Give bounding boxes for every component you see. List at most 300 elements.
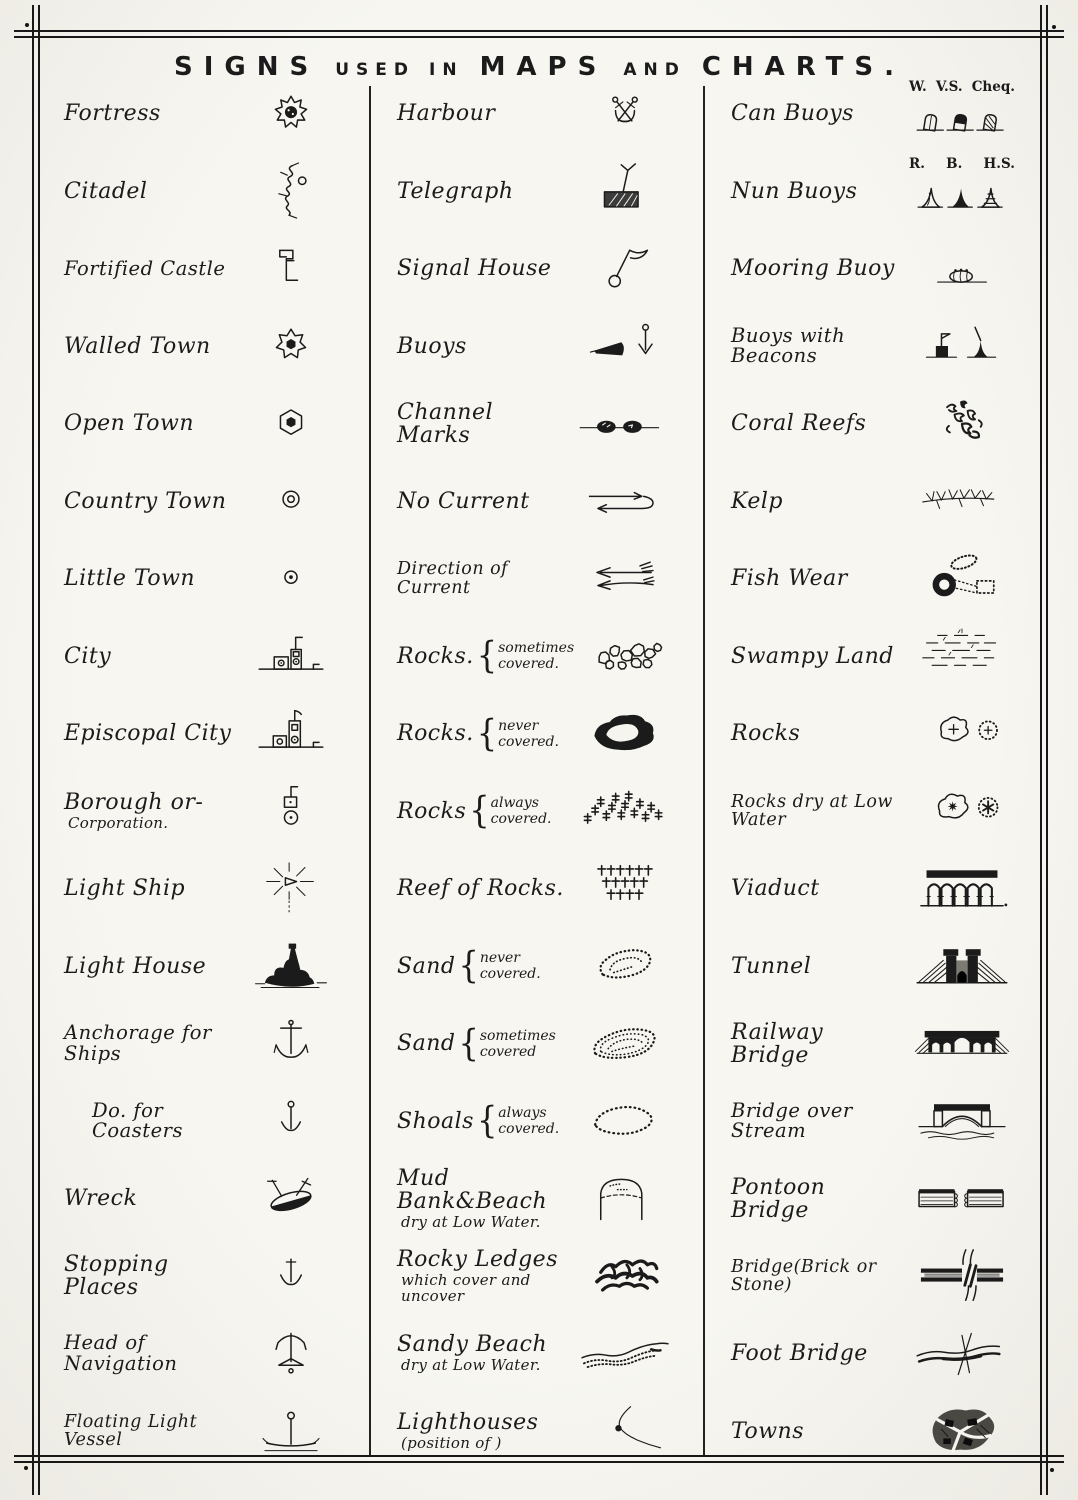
legend-row xyxy=(707,75,1038,153)
legend-row xyxy=(373,1315,701,1393)
symbol-cell xyxy=(235,858,347,920)
legend-label-text: Buoys xyxy=(397,333,467,359)
symbol-cell xyxy=(569,83,681,145)
symbol-cell xyxy=(906,780,1018,842)
symbol-cell xyxy=(569,548,681,610)
symbol-cell xyxy=(569,858,681,920)
legend-label xyxy=(40,1098,235,1143)
legend-label-text: Sand xyxy=(397,1031,456,1057)
head-of-navigation-icon xyxy=(235,1323,347,1385)
rocks-plan-icon xyxy=(906,703,1018,765)
legend-label xyxy=(707,412,906,435)
buoys-with-beacons-icon xyxy=(906,315,1018,377)
title-segment: IN xyxy=(429,60,464,80)
legend-row xyxy=(40,540,367,618)
sand-sometimes-covered-icon xyxy=(569,1013,681,1075)
anchorage-for-coasters-icon xyxy=(235,1090,347,1152)
legend-row xyxy=(373,385,701,463)
legend-label xyxy=(373,1333,569,1374)
legend-label xyxy=(373,490,569,513)
legend-label-text: Fish Wear xyxy=(731,566,848,592)
legend-row xyxy=(373,540,701,618)
column-divider-2 xyxy=(703,86,705,1455)
legend-column-3 xyxy=(707,75,1038,1470)
legend-row xyxy=(707,773,1038,851)
buoy-mark-label: H.S. xyxy=(983,156,1015,173)
symbol-cell xyxy=(906,1090,1018,1152)
pontoon-bridge-icon xyxy=(906,1168,1018,1230)
legend-label xyxy=(373,1248,569,1305)
brace-glyph: { xyxy=(476,1098,498,1143)
legend-label-text: Fortress xyxy=(64,101,161,127)
citadel-icon xyxy=(235,160,347,222)
legend-row xyxy=(40,928,367,1006)
tunnel-icon xyxy=(906,935,1018,997)
legend-label xyxy=(40,1023,235,1064)
swampy-land-icon xyxy=(906,625,1018,687)
brace-line-1: never xyxy=(479,950,521,967)
legend-row xyxy=(40,463,367,541)
reef-of-rocks-icon xyxy=(569,858,681,920)
viaduct-icon xyxy=(906,858,1018,920)
legend-label xyxy=(40,412,235,435)
symbol-cell xyxy=(569,1168,681,1230)
symbol-cell xyxy=(906,238,1018,300)
legend-row xyxy=(707,1083,1038,1161)
legend-label-text: Episcopal City xyxy=(64,721,232,747)
brace-line-2: covered. xyxy=(498,733,559,750)
legend-row xyxy=(373,618,701,696)
symbol-cell xyxy=(235,83,347,145)
legend-row xyxy=(40,1315,367,1393)
mud-bank-beach-icon xyxy=(569,1168,681,1230)
mooring-buoy-icon xyxy=(906,238,1018,300)
symbol-cell xyxy=(235,1323,347,1385)
legend-label-text: Nun Buoys xyxy=(731,178,858,204)
buoys-icon xyxy=(569,315,681,377)
buoy-mark-label: V.S. xyxy=(935,78,963,95)
legend-label xyxy=(373,335,569,358)
legend-label xyxy=(707,180,906,203)
little-town-icon xyxy=(235,548,347,610)
legend-label xyxy=(373,401,569,447)
legend-row xyxy=(40,1393,367,1471)
legend-label xyxy=(707,1098,906,1143)
fortified-castle-icon xyxy=(235,238,347,300)
brace-glyph: { xyxy=(476,633,498,678)
legend-row xyxy=(707,928,1038,1006)
legend-label-text: Harbour xyxy=(397,101,496,127)
symbol-cell xyxy=(906,703,1018,765)
legend-label-text: Light House xyxy=(64,953,207,979)
rocky-ledges-icon xyxy=(569,1245,681,1307)
legend-label xyxy=(40,955,235,978)
legend-row xyxy=(707,540,1038,618)
legend-row xyxy=(373,695,701,773)
legend-row xyxy=(707,153,1038,231)
legend-label xyxy=(707,567,906,590)
anchorage-for-ships-icon xyxy=(235,1013,347,1075)
rocks-never-covered-icon xyxy=(569,703,681,765)
legend-label xyxy=(373,1020,569,1065)
legend-row xyxy=(373,463,701,541)
legend-label xyxy=(373,710,569,755)
legend-row xyxy=(707,463,1038,541)
legend-row xyxy=(707,230,1038,308)
no-current-icon xyxy=(569,470,681,532)
legend-label xyxy=(707,1258,906,1295)
legend-label-text: Rocks. xyxy=(397,721,474,747)
symbol-cell xyxy=(569,315,681,377)
symbol-cell xyxy=(569,160,681,222)
legend-row xyxy=(707,385,1038,463)
symbol-cell xyxy=(906,1168,1018,1230)
can-buoys-icon xyxy=(906,87,1018,149)
legend-row xyxy=(373,153,701,231)
shoals-always-covered-icon xyxy=(569,1090,681,1152)
legend-row xyxy=(707,1160,1038,1238)
legend-row xyxy=(40,695,367,773)
symbol-cell xyxy=(906,858,1018,920)
legend-label xyxy=(707,1176,906,1222)
legend-label xyxy=(373,633,575,678)
legend-label-text: Buoys with Beacons xyxy=(731,323,846,368)
legend-label xyxy=(707,1342,906,1365)
symbol-cell xyxy=(235,315,347,377)
legend-row xyxy=(40,230,367,308)
legend-label xyxy=(40,490,235,513)
brace-line-2: covered. xyxy=(479,966,541,983)
title-segment: SIGNS xyxy=(173,52,320,82)
brace-glyph: { xyxy=(469,788,490,833)
walled-town-icon xyxy=(235,315,347,377)
light-house-icon xyxy=(235,935,347,997)
legend-label xyxy=(373,1411,569,1452)
open-town-icon xyxy=(235,393,347,455)
brace-glyph: { xyxy=(476,710,498,755)
legend-label xyxy=(40,1187,235,1210)
bridge-over-stream-icon xyxy=(906,1090,1018,1152)
legend-label xyxy=(373,943,569,988)
symbol-cell xyxy=(906,1400,1018,1462)
corner-dot xyxy=(1050,1468,1054,1472)
legend-label-text: Direction of Current xyxy=(397,559,509,598)
legend-label-subtext: Corporation. xyxy=(68,813,169,832)
legend-row xyxy=(707,1393,1038,1471)
symbol-cell xyxy=(906,625,1018,687)
brace-line-1: sometimes xyxy=(498,640,575,657)
title-segment: CHARTS. xyxy=(701,52,905,82)
legend-row xyxy=(373,928,701,1006)
legend-label-text: Channel Marks xyxy=(397,399,494,448)
brace-line-2: covered. xyxy=(498,656,559,673)
rocks-always-covered-icon xyxy=(569,780,681,842)
column-divider-1 xyxy=(369,86,371,1455)
legend-label xyxy=(373,180,569,203)
country-town-icon xyxy=(235,470,347,532)
top-border-rule xyxy=(14,30,1064,38)
symbol-cell xyxy=(569,780,681,842)
legend-label-text: Shoals xyxy=(397,1108,474,1134)
symbol-cell xyxy=(235,238,347,300)
symbol-cell xyxy=(569,1400,681,1462)
symbol-cell xyxy=(235,703,347,765)
legend-row xyxy=(373,850,701,928)
brace-line-1: always xyxy=(490,795,539,812)
symbol-cell xyxy=(235,548,347,610)
legend-row xyxy=(373,308,701,386)
legend-label-text: No Current xyxy=(397,488,530,514)
stopping-places-icon xyxy=(235,1245,347,1307)
symbol-cell xyxy=(569,935,681,997)
title-segment: AND xyxy=(623,60,686,80)
legend-label-text: Rocks. xyxy=(397,643,474,669)
legend-row xyxy=(40,618,367,696)
symbol-cell xyxy=(906,935,1018,997)
legend-label-text: Telegraph xyxy=(397,178,514,204)
left-border-rule xyxy=(32,5,40,1495)
sandy-beach-icon xyxy=(569,1323,681,1385)
rocks-dry-at-low-water-icon xyxy=(906,780,1018,842)
brace-line-2: covered. xyxy=(498,1121,560,1138)
legend-label-text: Viaduct xyxy=(731,876,820,902)
legend-label-text: Mooring Buoy xyxy=(731,256,895,282)
legend-label-text: Tunnel xyxy=(731,953,812,979)
symbol-cell xyxy=(569,393,681,455)
coral-reefs-icon xyxy=(906,393,1018,455)
legend-label xyxy=(373,1167,569,1231)
symbol-cell xyxy=(906,79,1018,149)
legend-row xyxy=(707,1238,1038,1316)
legend-label xyxy=(707,1420,906,1443)
legend-label-text: Sand xyxy=(397,953,456,979)
legend-label xyxy=(373,788,569,833)
direction-of-current-icon xyxy=(569,548,681,610)
symbol-cell xyxy=(235,160,347,222)
symbol-cell xyxy=(235,393,347,455)
legend-label-subtext: dry at Low Water. xyxy=(401,1356,541,1375)
nun-buoys-icon xyxy=(906,164,1018,226)
legend-label-text: Signal House xyxy=(397,256,552,282)
light-ship-icon xyxy=(235,858,347,920)
towns-icon xyxy=(906,1400,1018,1462)
symbol-cell xyxy=(235,780,347,842)
symbol-cell xyxy=(235,470,347,532)
legend-row xyxy=(373,230,701,308)
brace-line-1: always xyxy=(498,1105,547,1122)
symbol-cell xyxy=(906,315,1018,377)
corner-dot xyxy=(24,1466,28,1470)
legend-label-text: Rocks xyxy=(397,798,467,824)
legend-row xyxy=(373,1083,701,1161)
legend-label-text: Floating Light Vessel xyxy=(64,1411,198,1451)
symbol-cell xyxy=(906,156,1018,226)
symbol-cell xyxy=(906,548,1018,610)
legend-label xyxy=(373,877,569,900)
legend-row xyxy=(373,1005,701,1083)
symbol-cell xyxy=(569,1013,681,1075)
brace-lines xyxy=(498,640,574,672)
symbol-cell xyxy=(569,470,681,532)
brace-line-1: never xyxy=(498,717,539,734)
legend-label-subtext: (position of ) xyxy=(401,1433,502,1452)
symbol-cell xyxy=(235,1168,347,1230)
legend-label-text: Open Town xyxy=(64,411,195,437)
legend-row xyxy=(40,1238,367,1316)
legend-label-text: Rocks dry at Low Water xyxy=(731,791,893,831)
legend-label-text: City xyxy=(64,643,112,669)
symbol-cell xyxy=(235,935,347,997)
brace-glyph: { xyxy=(458,943,479,988)
legend-label xyxy=(707,793,906,830)
fish-wear-icon xyxy=(906,548,1018,610)
legend-row xyxy=(707,1315,1038,1393)
legend-label-text: Lighthouses xyxy=(397,1409,539,1435)
buoy-mark-label: B. xyxy=(946,156,963,173)
legend-label-text: Stopping Places xyxy=(64,1252,169,1301)
brace-line-1: sometimes xyxy=(479,1027,556,1044)
wreck-icon xyxy=(235,1168,347,1230)
symbol-cell xyxy=(569,1323,681,1385)
symbol-cell xyxy=(235,1245,347,1307)
legend-row xyxy=(40,308,367,386)
legend-row xyxy=(40,153,367,231)
legend-row xyxy=(40,75,367,153)
legend-row xyxy=(707,618,1038,696)
lighthouses-position-icon xyxy=(569,1400,681,1462)
rocks-sometimes-covered-icon xyxy=(574,625,686,687)
symbol-cell xyxy=(235,1013,347,1075)
legend-row xyxy=(40,850,367,928)
legend-label xyxy=(40,877,235,900)
kelp-icon xyxy=(906,470,1018,532)
legend-label xyxy=(707,102,906,125)
legend-row xyxy=(40,385,367,463)
legend-row xyxy=(40,773,367,851)
legend-label xyxy=(707,490,906,513)
symbol-cell xyxy=(235,1090,347,1152)
legend-label-text: Borough or- xyxy=(64,789,204,815)
legend-label-text: Coral Reefs xyxy=(731,411,867,437)
title-segment: USED xyxy=(335,60,415,80)
fortress-icon xyxy=(235,83,347,145)
legend-label xyxy=(707,323,906,368)
symbol-cell xyxy=(906,470,1018,532)
legend-label-text: Reef of Rocks. xyxy=(397,876,564,902)
legend-label-text: Light Ship xyxy=(64,876,186,902)
legend-label-subtext: dry at Low Water. xyxy=(401,1212,541,1231)
brace-lines xyxy=(491,795,552,827)
legend-label-text: Pontoon Bridge xyxy=(731,1174,826,1223)
symbol-cell xyxy=(569,1245,681,1307)
channel-marks-icon xyxy=(569,393,681,455)
legend-label xyxy=(373,1098,569,1143)
legend-label-text: Rocky Ledges xyxy=(397,1246,558,1272)
legend-label-text: Kelp xyxy=(731,488,783,514)
legend-column-1 xyxy=(40,75,367,1470)
legend-row xyxy=(40,1160,367,1238)
symbol-cell xyxy=(235,625,347,687)
legend-label xyxy=(40,335,235,358)
brace-glyph: { xyxy=(458,1020,479,1065)
legend-label xyxy=(707,645,906,668)
legend-row xyxy=(707,308,1038,386)
legend-row xyxy=(707,850,1038,928)
brace-lines xyxy=(480,1028,556,1060)
railway-bridge-icon xyxy=(906,1013,1018,1075)
legend-row xyxy=(373,1393,701,1471)
legend-label xyxy=(373,257,569,280)
legend-label-text: Bridge(Brick or Stone) xyxy=(731,1256,877,1296)
legend-label-subtext: which cover and uncover xyxy=(401,1271,531,1305)
symbol-cell xyxy=(906,1013,1018,1075)
legend-label-text: Sandy Beach xyxy=(397,1332,548,1358)
legend-row xyxy=(707,695,1038,773)
corner-dot xyxy=(25,23,29,27)
legend-label-text: Wreck xyxy=(64,1186,138,1212)
legend-label xyxy=(40,791,235,832)
symbol-cell xyxy=(574,625,686,687)
symbol-cell xyxy=(906,1323,1018,1385)
legend-label-text: Anchorage for Ships xyxy=(64,1021,212,1065)
brace-lines xyxy=(498,1105,559,1137)
legend-label xyxy=(707,722,906,745)
legend-label-text: Citadel xyxy=(64,178,148,204)
legend-label xyxy=(373,560,569,597)
symbol-cell xyxy=(569,703,681,765)
legend-label-text: Walled Town xyxy=(64,333,211,359)
legend-label xyxy=(40,567,235,590)
legend-row xyxy=(40,1005,367,1083)
legend-label-text: Mud Bank&Beach xyxy=(397,1165,548,1214)
legend-column-2 xyxy=(373,75,701,1470)
legend-label xyxy=(707,955,906,978)
legend-label-text: Fortified Castle xyxy=(64,256,226,280)
legend-label-text: Head of Navigation xyxy=(64,1331,178,1375)
legend-label xyxy=(40,1333,235,1374)
corner-dot xyxy=(1052,25,1056,29)
legend-label-text: Bridge over Stream xyxy=(731,1098,853,1143)
symbol-cell xyxy=(906,393,1018,455)
legend-label-text: Can Buoys xyxy=(731,101,854,127)
legend-label xyxy=(40,1413,235,1450)
episcopal-city-icon xyxy=(235,703,347,765)
legend-label xyxy=(707,1021,906,1067)
legend-row xyxy=(373,1160,701,1238)
legend-label xyxy=(40,102,235,125)
legend-label-text: Foot Bridge xyxy=(731,1341,868,1367)
legend-row xyxy=(40,1083,367,1161)
brace-lines xyxy=(480,950,541,982)
legend-label xyxy=(40,256,235,280)
bridge-brick-or-stone-icon xyxy=(906,1245,1018,1307)
legend-row xyxy=(373,1238,701,1316)
legend-label xyxy=(707,257,906,280)
legend-label xyxy=(40,722,235,745)
legend-label-text: Swampy Land xyxy=(731,643,894,669)
foot-bridge-icon xyxy=(906,1323,1018,1385)
borough-corporation-icon xyxy=(235,780,347,842)
brace-line-2: covered xyxy=(479,1043,537,1060)
legend-label xyxy=(40,645,235,668)
sand-never-covered-icon xyxy=(569,935,681,997)
brace-lines xyxy=(498,718,559,750)
floating-light-vessel-icon xyxy=(235,1400,347,1462)
legend-label-text: Country Town xyxy=(64,488,227,514)
legend-label xyxy=(373,102,569,125)
legend-label-text: Little Town xyxy=(64,566,196,592)
legend-label-text: Rocks xyxy=(731,721,801,747)
